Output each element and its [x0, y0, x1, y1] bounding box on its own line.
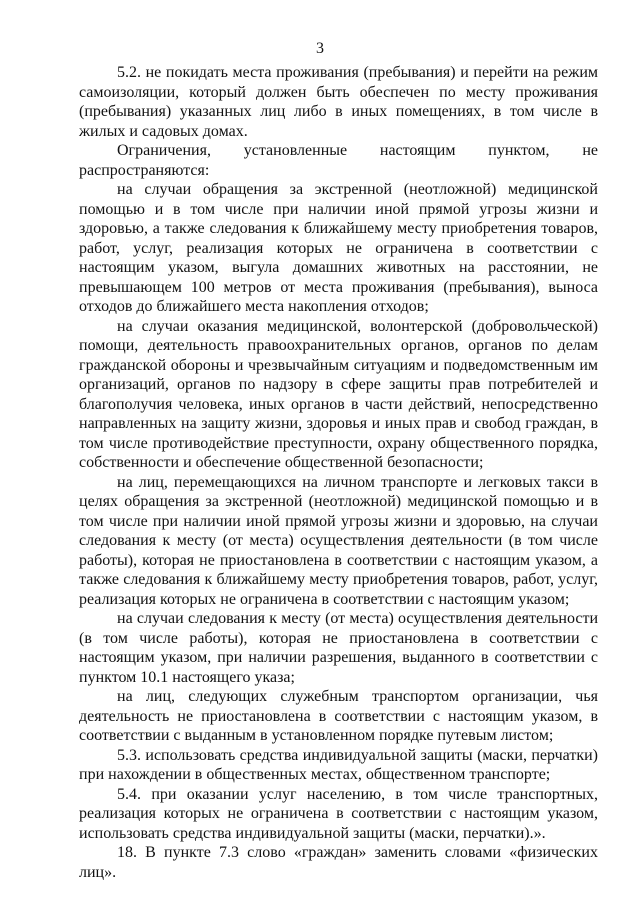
paragraph-work-travel-permit: на случаи следования к месту (от места) осуществления деятельности (в том числе работы), которая не приостановлена в соответствии с настоящим указом, при наличии разрешения, выданного в соответствии с пунктом 10.1 настоящего указа;: [79, 610, 598, 686]
page-number: 3: [316, 40, 324, 57]
paragraph-restrictions-intro: Ограничения, установленные настоящим пунктом, не распространяются:: [79, 142, 598, 179]
paragraph-5-2: 5.2. не покидать места проживания (пребывания) и перейти на режим самоизоляции, который должен быть обеспечен по месту проживания (пребывания) указанных лиц либо в иных помещениях, в том числе в жилых и садовых домах.: [79, 64, 598, 140]
paragraph-18: 18. В пункте 7.3 слово «граждан» заменить словами «физических лиц».: [79, 844, 598, 881]
paragraph-5-4: 5.4. при оказании услуг населению, в том числе транспортных, реализация которых не ограничена в соответствии с настоящим указом, использовать средства индивидуальной защиты (маски, перчатки).».: [79, 785, 598, 842]
paragraph-personal-transport: на лиц, перемещающихся на личном транспорте и легковых такси в целях обращения за экстренной (неотложной) медицинской помощью и в том числе при наличии иной прямой угрозы жизни и здоровью, на случаи следования к месту (от места) осуществления деятельности (в том числе работы), которая не приостановлена в соответствии с настоящим указом, а также следования к ближайшему месту приобретения товаров, работ, услуг, реализация которых не ограничена в соответствии с настоящим указом;: [79, 473, 598, 608]
paragraph-medical-volunteer-aid: на случаи оказания медицинской, волонтерской (добровольческой) помощи, деятельность правоохранительных органов, органов по делам гражданской обороны и чрезвычайным ситуациям и подведомственным им организаций, органов по надзору в сфере защиты прав потребителей и благополучия человека, иных органов в части действий, непосредственно направленных на защиту жизни, здоровья и иных прав и свобод граждан, в том числе противодействие преступности, охрану общественного порядка, собственности и обеспечение общественной безопасности;: [79, 317, 598, 471]
document-body: [79, 63, 598, 882]
paragraph-5-3: 5.3. использовать средства индивидуальной защиты (маски, перчатки) при нахождении в общественных местах, общественном транспорте;: [79, 746, 598, 783]
paragraph-service-transport: на лиц, следующих служебным транспортом организации, чья деятельность не приостановлена в соответствии с настоящим указом, в соответствии с выданным в установленном порядке путевым листом;: [79, 688, 598, 744]
paragraph-emergency-cases: на случаи обращения за экстренной (неотложной) медицинской помощью и в том числе при наличии иной прямой угрозы жизни и здоровью, а также следования к ближайшему месту приобретения товаров, работ, услуг, реализация которых не ограничена в соответствии с настоящим указом, выгула домашних животных на расстоянии, не превышающем 100 метров от места проживания (пребывания), выноса отходов до ближайшего места накопления отходов;: [79, 181, 598, 315]
